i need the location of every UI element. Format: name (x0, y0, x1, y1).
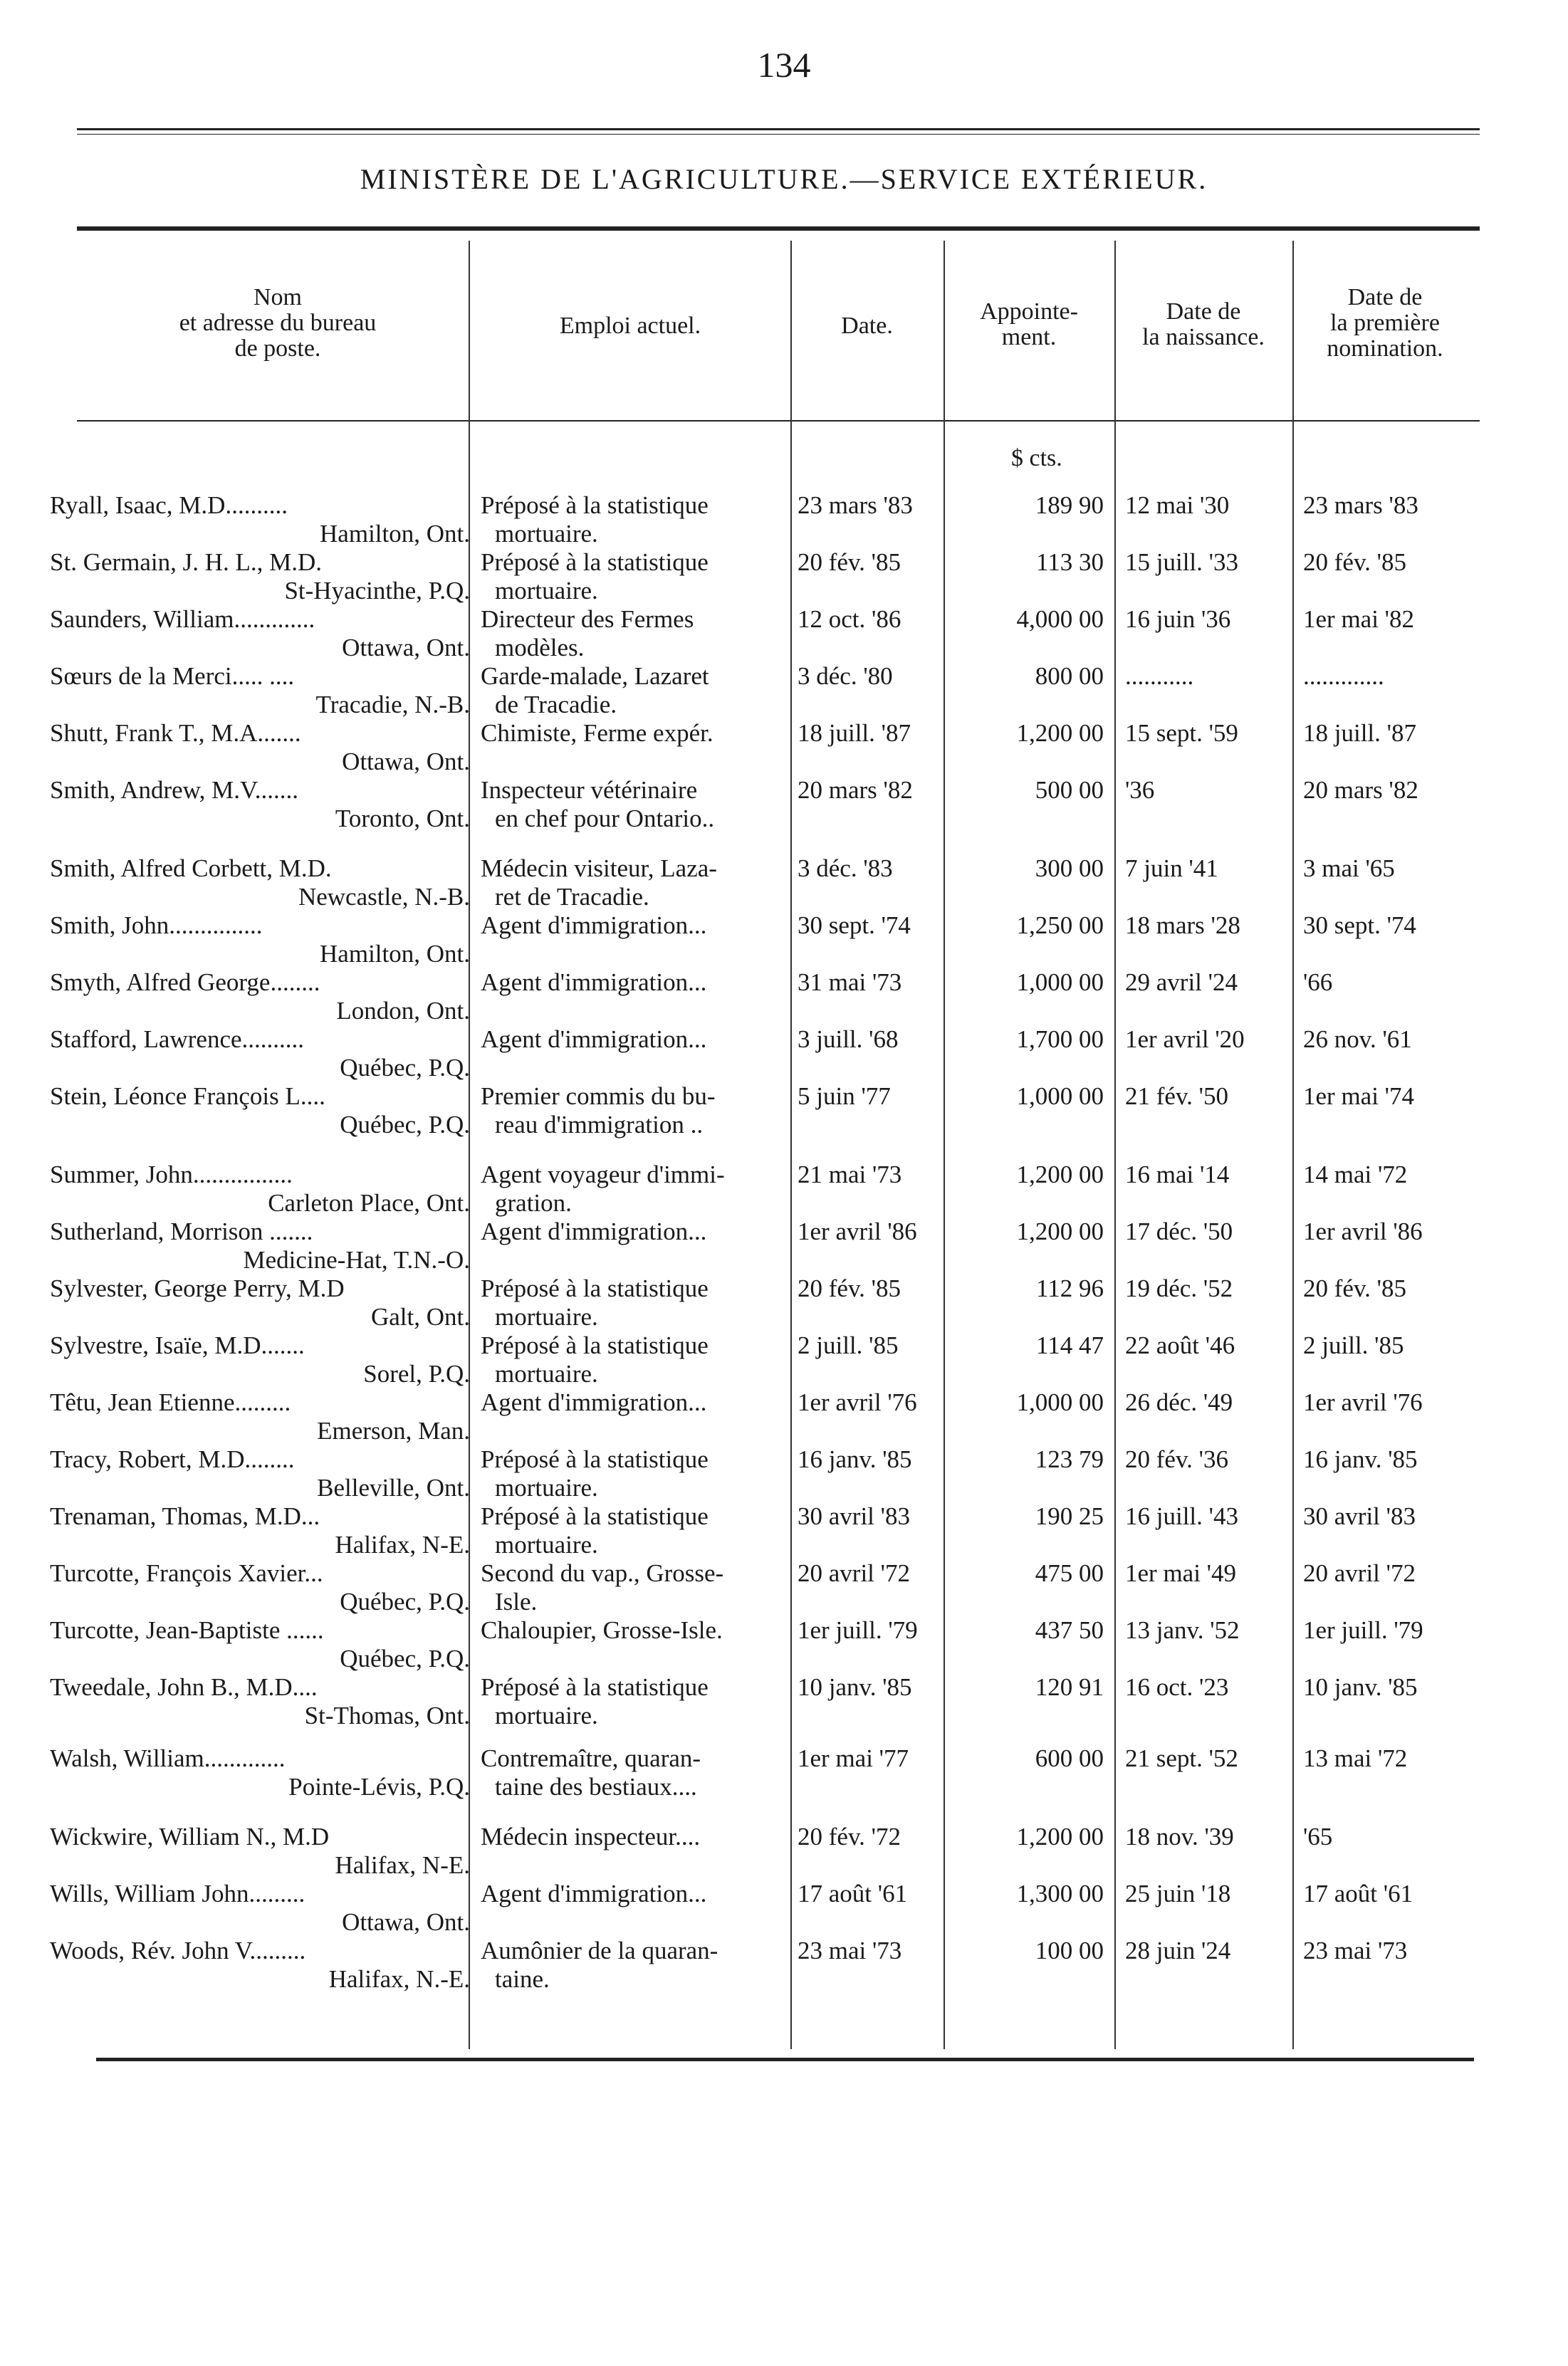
birth-date-cell: 16 mai '14 (1125, 1161, 1230, 1188)
employment-line: Chimiste, Ferme expér. (481, 719, 714, 747)
employee-name: Wickwire, William N., M.D (50, 1823, 330, 1851)
employee-name: St. Germain, J. H. L., M.D. (50, 548, 323, 576)
employee-name: Stafford, Lawrence.......... (50, 1025, 305, 1053)
salary-cell: 123 79 (1035, 1445, 1104, 1473)
employee-name: Stein, Léonce François L.... (50, 1082, 325, 1110)
employment-line: Préposé à la statistique (481, 1445, 709, 1473)
employee-name: Walsh, William............. (50, 1744, 286, 1772)
date-cell: 20 fév. '85 (798, 1274, 901, 1302)
employment-line: Second du vap., Grosse- (481, 1559, 724, 1587)
first-appointment-cell: 26 nov. '61 (1303, 1025, 1412, 1053)
birth-date-cell: 16 juill. '43 (1125, 1502, 1238, 1530)
first-appointment-cell: 23 mai '73 (1303, 1937, 1408, 1964)
birth-date-cell: 15 sept. '59 (1125, 719, 1238, 747)
first-appointment-cell: 20 mars '82 (1303, 776, 1418, 804)
employment-cell (481, 1823, 787, 1851)
first-appointment-cell: 2 juill. '85 (1303, 1331, 1404, 1359)
post-office-address: Ottawa, Ont. (342, 1908, 470, 1936)
date-cell: 2 juill. '85 (798, 1331, 899, 1359)
employment-line: reau d'immigration .. (495, 1111, 704, 1138)
employee-name: Sylvester, George Perry, M.D (50, 1274, 345, 1302)
header-name-line: et adresse du bureau (179, 310, 377, 336)
employment-cell (481, 1744, 787, 1801)
employee-name: Turcotte, François Xavier... (50, 1559, 323, 1587)
header-first-line: Date de (1347, 284, 1423, 310)
employment-cell (481, 776, 787, 833)
post-office-address: Ottawa, Ont. (342, 634, 470, 661)
employment-cell (481, 1025, 787, 1054)
employment-cell (481, 1937, 787, 1994)
birth-date-cell: 29 avril '24 (1125, 968, 1238, 996)
birth-date-cell: 12 mai '30 (1125, 491, 1230, 519)
post-office-address: St-Hyacinthe, P.Q. (284, 577, 470, 604)
employment-line: Agent d'immigration... (481, 911, 707, 939)
salary-cell: 437 50 (1035, 1616, 1104, 1644)
post-office-address: Pointe-Lévis, P.Q. (288, 1773, 470, 1801)
employee-name: Sutherland, Morrison ....... (50, 1218, 313, 1245)
employment-line: Préposé à la statistique (481, 548, 709, 576)
post-office-address: Medicine-Hat, T.N.-O. (243, 1246, 470, 1274)
post-office-address: Halifax, N-E. (335, 1851, 470, 1879)
employment-line: taine. (495, 1965, 550, 1993)
employment-line: Garde-malade, Lazaret (481, 662, 709, 690)
employment-line: Directeur des Fermes (481, 605, 694, 633)
first-appointment-cell: 30 avril '83 (1303, 1502, 1416, 1530)
date-cell: 30 sept. '74 (798, 911, 911, 939)
employment-cell (481, 911, 787, 940)
post-office-address: Québec, P.Q. (340, 1645, 470, 1673)
salary-cell: 1,200 00 (1016, 719, 1104, 747)
employment-cell (481, 1502, 787, 1559)
first-appointment-cell: 1er juill. '79 (1303, 1616, 1423, 1644)
date-cell: 1er avril '86 (798, 1218, 917, 1245)
birth-date-cell: 28 juin '24 (1125, 1937, 1231, 1964)
date-cell: 3 déc. '83 (798, 854, 893, 882)
header-salary (947, 299, 1111, 350)
employee-name: Summer, John................ (50, 1161, 293, 1188)
post-office-address: Newcastle, N.-B. (298, 883, 470, 911)
employment-line: taine des bestiaux.... (495, 1773, 697, 1801)
employment-line: modèles. (495, 634, 585, 661)
header-first-line: la première (1330, 310, 1440, 336)
salary-cell: 113 30 (1036, 548, 1104, 576)
date-cell: 12 oct. '86 (798, 605, 901, 633)
employment-cell (481, 719, 787, 748)
employee-name: Smith, Alfred Corbett, M.D. (50, 854, 332, 882)
employee-name: Smyth, Alfred George........ (50, 968, 320, 996)
date-cell: 23 mars '83 (798, 491, 913, 519)
employee-name: Trenaman, Thomas, M.D... (50, 1502, 320, 1530)
employee-name: Woods, Rév. John V......... (50, 1937, 306, 1964)
employment-line: Préposé à la statistique (481, 1331, 709, 1359)
post-office-address: Galt, Ont. (370, 1303, 470, 1331)
post-office-address: Hamilton, Ont. (320, 940, 470, 968)
employee-name: Sylvestre, Isaïe, M.D....... (50, 1331, 305, 1359)
header-bottom-rule (77, 420, 1480, 422)
date-cell: 20 mars '82 (798, 776, 913, 804)
employment-line: Agent d'immigration... (481, 1880, 707, 1907)
salary-cell: 600 00 (1035, 1744, 1104, 1772)
employment-line: Contremaître, quaran- (481, 1744, 701, 1772)
birth-date-cell: 16 oct. '23 (1125, 1673, 1229, 1701)
page-number: 134 (757, 45, 811, 85)
date-cell: 20 avril '72 (798, 1559, 910, 1587)
birth-date-cell: 18 nov. '39 (1125, 1823, 1234, 1851)
employment-line: Agent d'immigration... (481, 1025, 707, 1053)
employment-line: gration. (495, 1189, 572, 1217)
employment-cell (481, 854, 787, 911)
employee-name: Têtu, Jean Etienne......... (50, 1388, 291, 1416)
first-appointment-cell: 20 avril '72 (1303, 1559, 1416, 1587)
employee-name: Sœurs de la Merci..... .... (50, 662, 295, 690)
employee-name: Turcotte, Jean-Baptiste ...... (50, 1616, 324, 1644)
currency-note: $ cts. (1011, 445, 1062, 471)
first-appointment-cell: 17 août '61 (1303, 1880, 1413, 1907)
date-cell: 1er juill. '79 (798, 1616, 918, 1644)
employment-line: Préposé à la statistique (481, 1502, 709, 1530)
header-birth (1118, 299, 1289, 350)
first-appointment-cell: 30 sept. '74 (1303, 911, 1416, 939)
employee-name: Tracy, Robert, M.D........ (50, 1445, 295, 1473)
employment-cell (481, 1445, 787, 1502)
date-cell: 17 août '61 (798, 1880, 908, 1907)
employment-cell (481, 1673, 787, 1730)
employment-line: mortuaire. (495, 1702, 598, 1729)
post-office-address: London, Ont. (336, 997, 470, 1025)
employee-name: Tweedale, John B., M.D.... (50, 1673, 318, 1701)
first-appointment-cell: '66 (1303, 968, 1333, 996)
employment-cell (481, 662, 787, 719)
salary-cell: 1,250 00 (1016, 911, 1104, 939)
date-cell: 1er avril '76 (798, 1388, 917, 1416)
employment-line: mortuaire. (495, 1360, 598, 1388)
employee-name: Saunders, William............. (50, 605, 315, 633)
employment-cell (481, 968, 787, 997)
employment-cell (481, 1559, 787, 1616)
employment-line: Agent d'immigration... (481, 1218, 707, 1245)
employment-cell (481, 1218, 787, 1246)
birth-date-cell: 1er mai '49 (1125, 1559, 1236, 1587)
salary-cell: 120 91 (1035, 1673, 1104, 1701)
birth-date-cell: 20 fév. '36 (1125, 1445, 1228, 1473)
post-office-address: Sorel, P.Q. (363, 1360, 470, 1388)
employment-line: ret de Tracadie. (495, 883, 649, 911)
employment-line: Isle. (495, 1588, 538, 1616)
employment-line: Premier commis du bu- (481, 1082, 716, 1110)
employment-line: Agent d'immigration... (481, 1388, 707, 1416)
date-cell: 10 janv. '85 (798, 1673, 912, 1701)
first-appointment-cell: 20 fév. '85 (1303, 548, 1406, 576)
date-cell: 3 juill. '68 (798, 1025, 899, 1053)
post-office-address: Halifax, N-E. (335, 1531, 470, 1559)
header-birth-line: la naissance. (1142, 324, 1265, 350)
post-office-address: Emerson, Man. (317, 1417, 470, 1445)
first-appointment-cell: 3 mai '65 (1303, 854, 1395, 882)
employment-line: Agent d'immigration... (481, 968, 707, 996)
employment-line: en chef pour Ontario.. (495, 805, 715, 832)
salary-cell: 300 00 (1035, 854, 1104, 882)
birth-date-cell: 18 mars '28 (1125, 911, 1240, 939)
date-cell: 18 juill. '87 (798, 719, 911, 747)
employment-cell (481, 1616, 787, 1645)
bottom-rule (96, 2058, 1474, 2061)
salary-cell: 1,300 00 (1016, 1880, 1104, 1907)
salary-cell: 1,200 00 (1016, 1218, 1104, 1245)
first-appointment-cell: 14 mai '72 (1303, 1161, 1408, 1188)
employment-line: mortuaire. (495, 1531, 598, 1559)
employment-cell (481, 1880, 787, 1908)
birth-date-cell: 25 juin '18 (1125, 1880, 1231, 1907)
header-birth-line: Date de (1166, 298, 1241, 325)
birth-date-cell: 16 juin '36 (1125, 605, 1231, 633)
first-appointment-cell: ............. (1303, 662, 1384, 690)
salary-cell: 1,200 00 (1016, 1823, 1104, 1851)
employment-line: Aumônier de la quaran- (481, 1937, 718, 1964)
date-cell: 16 janv. '85 (798, 1445, 912, 1473)
employment-line: Chaloupier, Grosse-Isle. (481, 1616, 723, 1644)
salary-cell: 190 25 (1035, 1502, 1104, 1530)
birth-date-cell: 17 déc. '50 (1125, 1218, 1233, 1245)
first-appointment-cell: 1er avril '86 (1303, 1218, 1423, 1245)
salary-cell: 800 00 (1035, 662, 1104, 690)
employment-cell (481, 548, 787, 605)
employment-line: Inspecteur vétérinaire (481, 776, 698, 804)
birth-date-cell: 13 janv. '52 (1125, 1616, 1240, 1644)
salary-cell: 1,000 00 (1016, 1388, 1104, 1416)
birth-date-cell: 22 août '46 (1125, 1331, 1235, 1359)
employment-line: mortuaire. (495, 1303, 598, 1331)
salary-cell: 1,000 00 (1016, 1082, 1104, 1110)
column-divider (944, 241, 945, 2049)
running-title: MINISTÈRE DE L'AGRICULTURE.—SERVICE EXTÉRIEUR. (360, 163, 1208, 195)
employment-line: Préposé à la statistique (481, 1673, 709, 1701)
date-cell: 31 mai '73 (798, 968, 902, 996)
column-divider (1292, 241, 1294, 2049)
employment-line: Médecin visiteur, Laza- (481, 854, 717, 882)
birth-date-cell: 7 juin '41 (1125, 854, 1218, 882)
birth-date-cell: 15 juill. '33 (1125, 548, 1238, 576)
header-first-line: nomination. (1327, 335, 1443, 362)
birth-date-cell: ........... (1125, 662, 1194, 690)
employment-line: Préposé à la statistique (481, 491, 709, 519)
header-salary-line: ment. (1001, 324, 1057, 350)
employment-line: mortuaire. (495, 577, 598, 604)
employment-cell (481, 1274, 787, 1331)
date-cell: 30 avril '83 (798, 1502, 910, 1530)
employee-name: Smith, Andrew, M.V....... (50, 776, 299, 804)
post-office-address: Ottawa, Ont. (342, 748, 470, 775)
post-office-address: Toronto, Ont. (335, 805, 470, 832)
post-office-address: Québec, P.Q. (340, 1111, 470, 1138)
first-appointment-cell: 16 janv. '85 (1303, 1445, 1418, 1473)
first-appointment-cell: 1er avril '76 (1303, 1388, 1423, 1416)
employment-line: mortuaire. (495, 520, 598, 548)
first-appointment-cell: 1er mai '82 (1303, 605, 1414, 633)
birth-date-cell: 21 fév. '50 (1125, 1082, 1228, 1110)
date-cell: 20 fév. '72 (798, 1823, 901, 1851)
post-office-address: Halifax, N.-E. (328, 1965, 470, 1993)
salary-cell: 114 47 (1036, 1331, 1104, 1359)
employee-name: Shutt, Frank T., M.A....... (50, 719, 301, 747)
employment-cell (481, 605, 787, 662)
employment-cell (481, 491, 787, 548)
header-date: Date. (841, 313, 893, 339)
header-name-line: Nom (254, 284, 302, 310)
header-name (107, 285, 449, 362)
first-appointment-cell: 10 janv. '85 (1303, 1673, 1418, 1701)
birth-date-cell: '36 (1125, 776, 1155, 804)
date-cell: 20 fév. '85 (798, 548, 901, 576)
header-name-line: de poste. (234, 335, 321, 362)
employment-line: Médecin inspecteur.... (481, 1823, 701, 1851)
top-rule (77, 128, 1480, 130)
date-cell: 3 déc. '80 (798, 662, 893, 690)
birth-date-cell: 1er avril '20 (1125, 1025, 1245, 1053)
birth-date-cell: 19 déc. '52 (1125, 1274, 1233, 1302)
first-appointment-cell: 20 fév. '85 (1303, 1274, 1406, 1302)
post-office-address: Tracadie, N.-B. (315, 691, 470, 718)
post-office-address: St-Thomas, Ont. (304, 1702, 470, 1729)
date-cell: 1er mai '77 (798, 1744, 909, 1772)
column-divider (790, 241, 792, 2049)
employment-cell (481, 1161, 787, 1218)
employment-cell (481, 1082, 787, 1139)
salary-cell: 500 00 (1035, 776, 1104, 804)
header-employment: Emploi actuel. (559, 313, 701, 339)
column-divider (1114, 241, 1116, 2049)
first-appointment-cell: 23 mars '83 (1303, 491, 1418, 519)
salary-cell: 100 00 (1035, 1937, 1104, 1964)
post-office-address: Québec, P.Q. (340, 1588, 470, 1616)
employment-line: de Tracadie. (495, 691, 617, 718)
salary-cell: 1,700 00 (1016, 1025, 1104, 1053)
salary-cell: 4,000 00 (1016, 605, 1104, 633)
date-cell: 21 mai '73 (798, 1161, 902, 1188)
salary-cell: 112 96 (1036, 1274, 1104, 1302)
employment-cell (481, 1331, 787, 1388)
employee-name: Smith, John............... (50, 911, 263, 939)
header-first-appointment (1296, 285, 1474, 362)
employment-line: Agent voyageur d'immi- (481, 1161, 725, 1188)
post-office-address: Carleton Place, Ont. (268, 1189, 470, 1217)
employee-name: Ryall, Isaac, M.D.......... (50, 491, 288, 519)
first-appointment-cell: '65 (1303, 1823, 1333, 1851)
first-appointment-cell: 13 mai '72 (1303, 1744, 1408, 1772)
first-appointment-cell: 1er mai '74 (1303, 1082, 1414, 1110)
salary-cell: 475 00 (1035, 1559, 1104, 1587)
employee-name: Wills, William John......... (50, 1880, 305, 1907)
birth-date-cell: 26 déc. '49 (1125, 1388, 1233, 1416)
first-appointment-cell: 18 juill. '87 (1303, 719, 1416, 747)
birth-date-cell: 21 sept. '52 (1125, 1744, 1238, 1772)
employment-line: Préposé à la statistique (481, 1274, 709, 1302)
header-salary-line: Appointe- (980, 298, 1078, 325)
employment-cell (481, 1388, 787, 1417)
salary-cell: 189 90 (1035, 491, 1104, 519)
salary-cell: 1,200 00 (1016, 1161, 1104, 1188)
top-rule-thin (77, 134, 1480, 135)
employment-line: mortuaire. (495, 1474, 598, 1502)
post-office-address: Belleville, Ont. (317, 1474, 470, 1502)
date-cell: 23 mai '73 (798, 1937, 902, 1964)
post-office-address: Hamilton, Ont. (320, 520, 470, 548)
header-top-rule (77, 226, 1480, 231)
salary-cell: 1,000 00 (1016, 968, 1104, 996)
date-cell: 5 juin '77 (798, 1082, 891, 1110)
post-office-address: Québec, P.Q. (340, 1054, 470, 1082)
